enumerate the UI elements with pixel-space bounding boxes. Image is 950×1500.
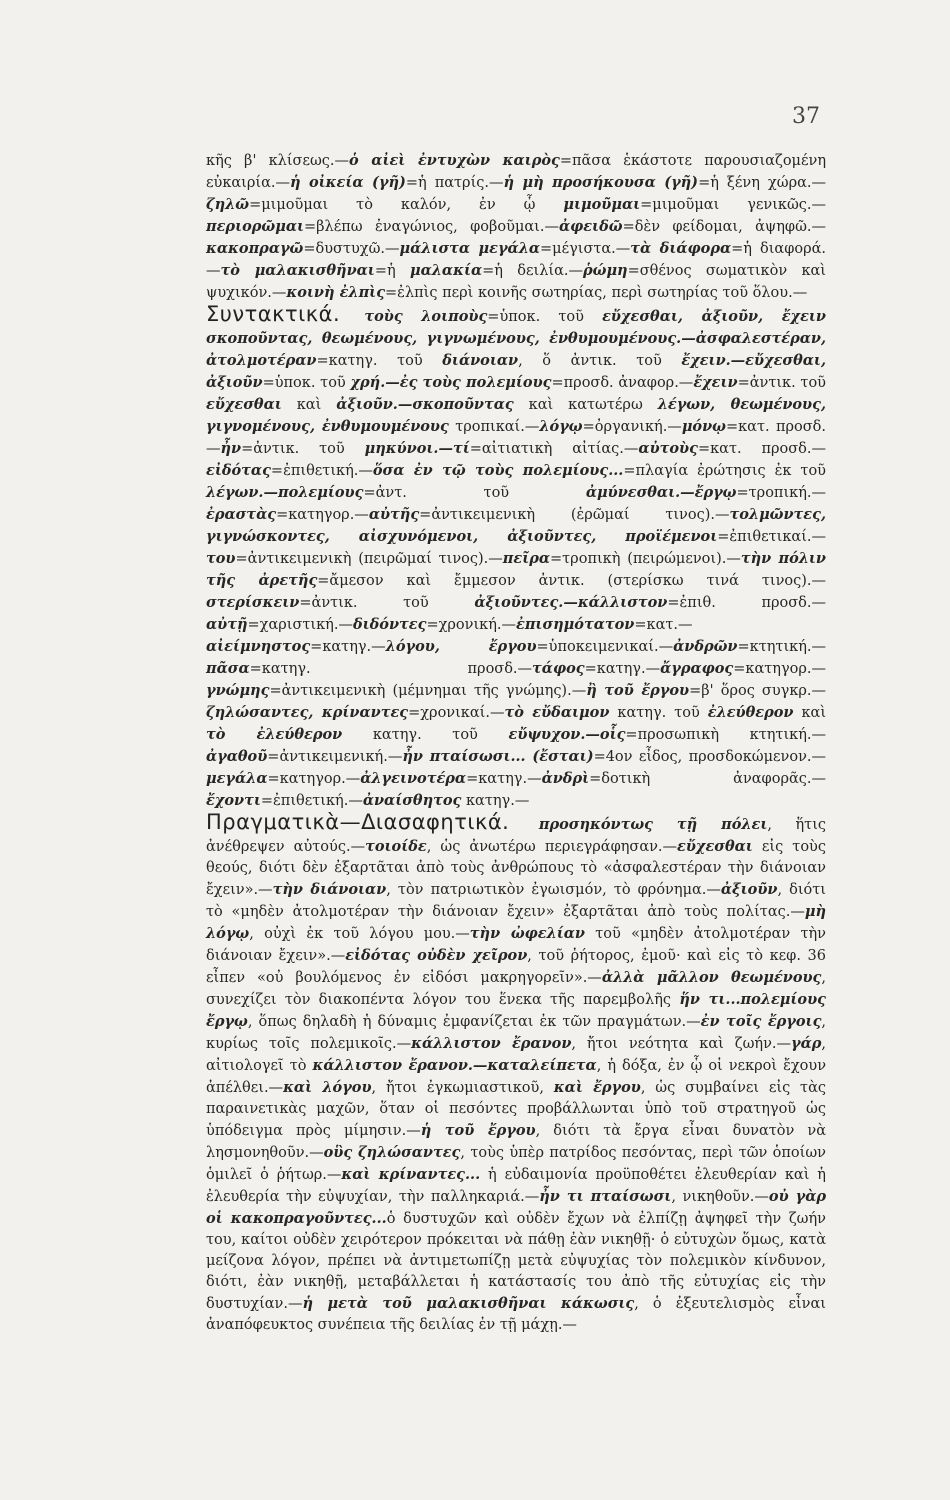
term-text: ἐλεύθερον bbox=[707, 704, 794, 721]
body-text: =κατ. προσδ.— bbox=[206, 419, 827, 457]
term-text: ἔχοντι bbox=[206, 792, 261, 809]
body-text: τοῦ «μηδὲν ἀτολμοτέραν τὴν διάνοιαν ἔχειν».— bbox=[206, 926, 826, 964]
term-text: τὸ εὔδαιμον bbox=[504, 704, 610, 721]
term-text: προσηκόντως τῇ πόλει bbox=[538, 816, 768, 833]
term-text: ἦν πταίσωσι... (ἔσται) bbox=[402, 748, 594, 765]
body-text: , διότι τὸ «μηδὲν ἀτολμοτέραν τὴν διάνοιαν ἔχειν» ἐξαρτᾶται ἀπὸ τοὺς πολίτας.— bbox=[206, 882, 826, 920]
term-text: εὔχεσθαι bbox=[206, 396, 282, 413]
term-text: πεῖρα bbox=[502, 550, 551, 567]
body-text: καὶ bbox=[793, 705, 827, 721]
term-text: ἀξιοῦν bbox=[720, 881, 778, 898]
term-text: λόγῳ bbox=[539, 418, 583, 435]
body-text: =σθένος σωματικὸν καὶ ψυχικόν.— bbox=[206, 263, 826, 301]
body-text: =κατηγ.— bbox=[466, 771, 542, 787]
body-text: =κατηγορ.— bbox=[267, 771, 361, 787]
term-text: αὐτοὺς bbox=[638, 440, 698, 457]
term-text: κάλλιστον ἔρανον.—καταλείπετα bbox=[312, 1057, 597, 1074]
body-text: κατηγ. τοῦ bbox=[342, 727, 509, 743]
body-text: =αἰτιατικὴ αἰτίας.— bbox=[469, 441, 639, 457]
term-text: γάρ bbox=[791, 1035, 822, 1052]
term-text: ἦν τι πταίσωσι bbox=[539, 1188, 672, 1205]
term-text: εἰδότας bbox=[206, 462, 271, 479]
term-text: καὶ κρίναντες... bbox=[341, 1166, 481, 1183]
body-text: , κυρίως τοῖς πολεμικοῖς.— bbox=[206, 1014, 827, 1052]
body-text: =ἀντικειμενικὴ (μέμνημαι τῆς γνώμης).— bbox=[269, 683, 587, 699]
term-text: ἀμύνεσθαι.—ἔργῳ bbox=[585, 484, 737, 501]
body-text: =κατηγορ.— bbox=[733, 661, 826, 677]
term-text: τὴν ὠφελίαν bbox=[469, 925, 585, 942]
body-text: =ὑποκειμενικαί.— bbox=[536, 639, 674, 655]
body-text: =δοτικὴ ἀναφορᾶς.— bbox=[589, 771, 826, 787]
term-text: ἡ μὴ προσήκουσα (γῆ) bbox=[503, 174, 699, 191]
term-text: ἄγραφος bbox=[660, 660, 734, 677]
term-text: ἀλλὰ μᾶλλον θεωμένους bbox=[601, 969, 822, 986]
body-text: =ἀντικ. τοῦ bbox=[737, 375, 826, 391]
body-text: , οὐχὶ ἐκ τοῦ λόγου μου.— bbox=[249, 926, 470, 942]
body-text: κατηγ.— bbox=[461, 793, 530, 809]
term-text: καὶ λόγου bbox=[283, 1079, 372, 1096]
body-text: , ἥτις ἀνέθρεψεν αὐτούς.— bbox=[206, 817, 827, 855]
body-text: =μιμοῦμαι γενικῶς.— bbox=[640, 197, 826, 213]
term-text: μαλακία bbox=[409, 262, 483, 279]
body-text: =κατηγορ.— bbox=[276, 507, 369, 523]
body-text: ἡ εὐδαιμονία προϋποθέτει ἐλευθερίαν καὶ ἡ ἐλευθερία τὴν εὐψυχίαν, τὴν παλληκαριά.— bbox=[206, 1167, 826, 1205]
term-text: ζηλῶ bbox=[206, 196, 250, 213]
term-text: οὓς ζηλώσαντες bbox=[323, 1144, 461, 1161]
body-text: =κατηγ.— bbox=[584, 661, 661, 677]
term-text: διάνοιαν bbox=[442, 352, 519, 369]
term-text: κάλλιστον ἔρανον bbox=[411, 1035, 572, 1052]
body-text: =ἐπιθετικαί.— bbox=[717, 529, 826, 545]
body-text: =κατηγ.— bbox=[310, 639, 386, 655]
body-text: =ἐλπὶς περὶ κοινῆς σωτηρίας, περὶ σωτηρίας τοῦ ὅλου.— bbox=[385, 285, 808, 301]
body-text: , ὡς συμβαίνει εἰς τὰς παραινετικὰς μαχῶν, ὅταν οἱ πεσόντες προβάλλωνται ὑπὸ τοῦ στρατηγοῦ ὡς ὑπόδειγμα πρὸς μίμησιν.— bbox=[206, 1080, 826, 1139]
body-text: =τροπική.— bbox=[736, 485, 826, 501]
term-text: λόγου, ἔργου bbox=[385, 638, 537, 655]
term-text: μεγάλα bbox=[206, 770, 268, 787]
term-text: εὔχεσθαι bbox=[677, 838, 753, 855]
body-text: =β' ὅρος συγκρ.— bbox=[689, 683, 827, 699]
body-text: τροπικαί.— bbox=[448, 419, 540, 435]
term-text: λέγων.—πολεμίους bbox=[206, 484, 364, 501]
body-text: =χαριστική.— bbox=[247, 617, 353, 633]
term-text: ἀξιοῦντες.—κάλλιστον bbox=[474, 594, 668, 611]
body-text: =ἐπιθετική.— bbox=[260, 793, 363, 809]
term-text: τὸ μαλακισθῆναι bbox=[220, 262, 375, 279]
body-text: =βλέπω ἐναγώνιος, φοβοῦμαι.— bbox=[304, 219, 559, 235]
term-text: ἢ τοῦ ἔργου bbox=[586, 682, 690, 699]
body-text: =ἐπιθετική.— bbox=[270, 463, 373, 479]
page-number: 37 bbox=[792, 104, 820, 129]
body-text: , ἡ δόξα, ἐν ᾧ οἱ νεκροὶ ἔχουν ἀπέλθει.— bbox=[206, 1058, 827, 1096]
term-text: ἐπισημότατον bbox=[516, 616, 635, 633]
term-text: του bbox=[206, 550, 236, 567]
term-text: καὶ ἔργου bbox=[553, 1079, 641, 1096]
term-text: ἥν τι...πολεμίους ἔργῳ bbox=[206, 991, 826, 1030]
body-text: =ἀντικ. τοῦ bbox=[299, 595, 475, 611]
body-text: , ὅπως δηλαδὴ ἡ δύναμις ἐμφανίζεται ἐκ τῶν πραγμάτων.— bbox=[247, 1014, 701, 1030]
paragraph-syntax bbox=[206, 304, 826, 812]
paragraph-vocabulary bbox=[206, 150, 826, 304]
body-text: =ἡ ξένη χώρα.— bbox=[698, 175, 826, 191]
body-text: , τοῦ ῥήτορος, ἐμοῦ· καὶ εἰς τὸ κεφ. 36 εἶπεν «οὐ βουλόμενος ἐν εἰδόσι μακρηγορεῖν».— bbox=[206, 948, 827, 986]
term-text: εὔχεσθαι, ἀξιοῦν, ἔχειν σκοποῦντας, θεωμένους, γιγνωμένους, ἐνθυμουμένους.—ἀσφαλεστέραν, ἀτολμοτέραν bbox=[206, 308, 826, 369]
term-text: γνώμης bbox=[206, 682, 270, 699]
body-text: =κατ. προσδ.— bbox=[697, 441, 826, 457]
term-text: περιορῶμαι bbox=[206, 218, 304, 235]
term-text: μὴ λόγῳ bbox=[206, 903, 826, 942]
body-text: =προσδ. ἀναφορ.— bbox=[551, 375, 694, 391]
term-text: ἀφειδῶ bbox=[558, 218, 623, 235]
term-text: χρή.—ἐς τοὺς πολεμίους bbox=[350, 374, 552, 391]
term-text: αὐτῆς bbox=[368, 506, 420, 523]
body-text: =ἀντικειμενικὴ (πειρῶμαί τινος).— bbox=[235, 551, 503, 567]
body-text: ὁ δυστυχῶν καὶ οὐδὲν ἔχων νὰ ἐλπίζῃ ἀψηφεῖ τὴν ζωήν του, καίτοι οὐδὲν χειρότερον πρόκειται νὰ πάθῃ ἐὰν νικηθῇ· ὁ εὐτυχὼν ὅμως, κατὰ μείζονα λόγον, πρέπει νὰ ἀντιμετωπίζῃ μετὰ εὐψυχίας τὸν πολεμικὸν κίνδυνον, διότι, ἐὰν νικηθῇ, μεταβάλλεται ἡ κατάστασίς του ἀπὸ τῆς εὐτυχίας εἰς τὴν δυστυχίαν.— bbox=[206, 1211, 826, 1312]
body-text: =ἡ bbox=[374, 263, 410, 279]
body-text: =κατ.— bbox=[634, 617, 693, 633]
term-text: ἡ οἰκεία (γῆ) bbox=[289, 174, 406, 191]
body-text: =μέγιστα.— bbox=[540, 241, 631, 257]
term-text: στερίσκειν bbox=[206, 594, 300, 611]
term-text: αἰείμνηστος bbox=[206, 638, 311, 655]
term-text: εἰδότας οὐδὲν χεῖρον bbox=[345, 947, 528, 964]
term-text: λέγων, θεωμένους, γιγνομένους, ἐνθυμουμένους bbox=[206, 396, 826, 435]
body-text: =κατηγ. τοῦ bbox=[316, 353, 443, 369]
section-heading-explanations: Πραγματικὰ—Διασαφητικά. bbox=[206, 810, 510, 834]
term-text: ἀνδρὶ bbox=[541, 770, 590, 787]
body-text: =χρονική.— bbox=[426, 617, 516, 633]
term-text: ἡ μετὰ τοῦ μαλακισθῆναι κάκωσις bbox=[302, 1295, 635, 1312]
term-text: ἀνδρῶν bbox=[673, 638, 738, 655]
body-text: =ἄμεσον καὶ ἔμμεσον ἀντικ. (στερίσκω τινά τινος).— bbox=[317, 573, 826, 589]
term-text: οὐ γὰρ οἱ κακοπραγοῦντες... bbox=[206, 1188, 826, 1227]
body-text: =ἡ δειλία.— bbox=[482, 263, 583, 279]
term-text: ἀλγεινοτέρα bbox=[360, 770, 467, 787]
body-text: =ἀντ. τοῦ bbox=[363, 485, 586, 501]
body-text: κῆς β' κλίσεως.— bbox=[206, 153, 350, 169]
body-text: =4ον εἶδος, προσδοκώμενον.— bbox=[593, 749, 826, 765]
body-text: καὶ κατωτέρω bbox=[513, 397, 658, 413]
term-text: τὸ ἐλεύθερον bbox=[206, 726, 343, 743]
term-text: ἡ τοῦ ἔργου bbox=[420, 1122, 536, 1139]
term-text: ὁ αἰεὶ ἐντυχὼν καιρὸς bbox=[349, 152, 560, 169]
body-text: , αἰτιολογεῖ τὸ bbox=[206, 1036, 826, 1074]
term-text: τοιοίδε bbox=[365, 838, 427, 855]
term-text: ῥώμη bbox=[583, 262, 628, 279]
body-text: , ὡς ἀνωτέρω περιεγράφησαν.— bbox=[426, 839, 678, 855]
term-text: μηκύνοι.—τί bbox=[364, 440, 470, 457]
body-text: =ἀντικειμενικὴ (ἐρῶμαί τινος).— bbox=[419, 507, 730, 523]
term-text: ἔχειν bbox=[693, 374, 738, 391]
term-text: ἦν bbox=[220, 440, 242, 457]
body-text: =μιμοῦμαι τὸ καλόν, ἐν ᾧ bbox=[249, 197, 564, 213]
body-text: =ὑποκ. τοῦ bbox=[487, 309, 603, 325]
body-text: =ὑποκ. τοῦ bbox=[262, 375, 351, 391]
term-text: τὴν διάνοιαν bbox=[272, 881, 387, 898]
page-body bbox=[206, 150, 826, 1336]
term-text: ὅσα ἐν τῷ τοὺς πολεμίους... bbox=[372, 462, 624, 479]
body-text: =κατηγ. προσδ.— bbox=[249, 661, 533, 677]
body-text: =πλαγία ἐρώτησις ἐκ τοῦ bbox=[623, 463, 826, 479]
term-text: αὐτῇ bbox=[206, 616, 248, 633]
term-text: μόνῳ bbox=[681, 418, 726, 435]
body-text: =ὀργανική.— bbox=[582, 419, 682, 435]
body-text: , νικηθοῦν.— bbox=[671, 1189, 769, 1205]
term-text: κακοπραγῶ bbox=[206, 240, 304, 257]
body-text: =κτητική.— bbox=[737, 639, 826, 655]
term-text: μάλιστα μεγάλα bbox=[399, 240, 541, 257]
term-text: ἐραστὰς bbox=[206, 506, 277, 523]
body-text: =ἐπιθ. προσδ.— bbox=[667, 595, 826, 611]
term-text: πᾶσα bbox=[206, 660, 250, 677]
term-text: κοινὴ ἐλπὶς bbox=[286, 284, 386, 301]
body-text: , συνεχίζει τὸν διακοπέντα λόγον του ἕνεκα τῆς παρεμβολῆς bbox=[206, 970, 826, 1008]
body-text: , διότι τὰ ἔργα εἶναι δυνατὸν νὰ λησμονηθοῦν.— bbox=[206, 1123, 827, 1161]
term-text: ἀξιοῦν.—σκοποῦντας bbox=[336, 396, 514, 413]
body-text: , τοὺς ὑπὲρ πατρίδος πεσόντας, περὶ τῶν ὁποίων ὁμιλεῖ ὁ ῥήτωρ.— bbox=[206, 1145, 826, 1183]
section-heading-syntax: Συντακτικά. bbox=[206, 302, 341, 326]
body-text: =ἀντικειμενική.— bbox=[267, 749, 403, 765]
term-text: ἀγαθοῦ bbox=[206, 748, 268, 765]
body-text: , ἤτοι ἐγκωμιαστικοῦ, bbox=[371, 1080, 554, 1096]
term-text: τὰ διάφορα bbox=[630, 240, 732, 257]
paragraph-explanations bbox=[206, 812, 826, 1336]
term-text: μιμοῦμαι bbox=[563, 196, 641, 213]
body-text: =δὲν φείδομαι, ἀψηφῶ.— bbox=[622, 219, 827, 235]
body-text: =πᾶσα ἑκάστοτε παρουσιαζομένη εὐκαιρία.— bbox=[206, 153, 826, 191]
term-text: εὔψυχον.—οἷς bbox=[508, 726, 626, 743]
body-text: =τροπικὴ (πειρώμενοι).— bbox=[550, 551, 741, 567]
body-text: , ἤτοι νεότητα καὶ ζωήν.— bbox=[571, 1036, 792, 1052]
term-text: ἔχειν.—εὔχεσθαι, ἀξιοῦν bbox=[206, 352, 826, 391]
term-text: ἐν τοῖς ἔργοις bbox=[700, 1013, 822, 1030]
term-text: ζηλώσαντες, κρίναντες bbox=[206, 704, 409, 721]
body-text: , τὸν πατριωτικὸν ἐγωισμόν, τὸ φρόνημα.— bbox=[386, 882, 721, 898]
term-text: τολμῶντες, γιγνώσκοντες, αἰσχυνόμενοι, ἀξιοῦντες, προϊέμενοι bbox=[206, 506, 826, 545]
body-text: καὶ bbox=[281, 397, 337, 413]
body-text: =ἀντικ. τοῦ bbox=[241, 441, 365, 457]
body-text: , ὁ ἐξευτελισμὸς εἶναι ἀναπόφευκτος συνέπεια τῆς δειλίας ἐν τῇ μάχῃ.— bbox=[206, 1296, 826, 1333]
term-text: ἀναίσθητος bbox=[362, 792, 462, 809]
body-text: =χρονικαί.— bbox=[408, 705, 505, 721]
term-text: τάφος bbox=[532, 660, 585, 677]
term-text: τὴν πόλιν τῆς ἀρετῆς bbox=[206, 550, 826, 589]
body-text: =ἡ διαφορά.— bbox=[206, 241, 827, 279]
body-text: κατηγ. τοῦ bbox=[609, 705, 708, 721]
body-text: =δυστυχῶ.— bbox=[303, 241, 400, 257]
body-text: εἰς τοὺς θεούς, διότι δὲν ἐξαρτᾶται ἀπὸ τοὺς ἀνθρώπους τὸ «ἀσφαλεστέραν τὴν διάνοιαν ἔχειν».— bbox=[206, 839, 826, 898]
body-text: =ἡ πατρίς.— bbox=[405, 175, 504, 191]
term-text: τοὺς λοιποὺς bbox=[364, 308, 488, 325]
term-text: διδόντες bbox=[352, 616, 427, 633]
body-text: , ὅ ἀντικ. τοῦ bbox=[518, 353, 682, 369]
body-text: =προσωπικὴ κτητική.— bbox=[625, 727, 827, 743]
